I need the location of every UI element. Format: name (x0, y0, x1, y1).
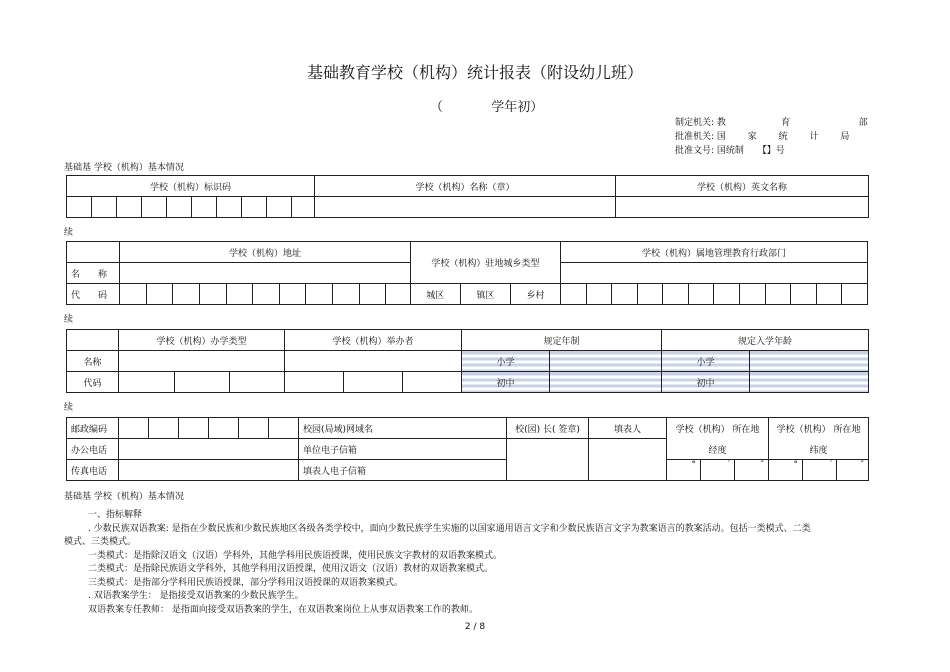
label-website: 校园(局域)网域名 (299, 418, 507, 439)
sponsor-code-digit[interactable] (403, 372, 462, 393)
label-postcode: 邮政编码 (67, 418, 119, 439)
meta-value: 家 (747, 132, 757, 142)
id-code-digit[interactable] (242, 197, 267, 218)
id-code-digit[interactable] (217, 197, 242, 218)
address-code-digit[interactable] (253, 284, 280, 305)
header-urban-type: 学校（机构）驻地城乡类型 (410, 242, 560, 284)
address-code-digit[interactable] (146, 284, 173, 305)
address-code-digit[interactable] (173, 284, 200, 305)
address-table (66, 241, 868, 305)
note-line: 一类模式：是指除汉语文（汉语）学科外，其他学科用民族语授课，使用民族文字教材的双语教案模式。 (88, 551, 503, 561)
school-type-code-digit[interactable] (175, 372, 230, 393)
meta-value: 统 (778, 132, 788, 142)
address-code-digit[interactable] (386, 284, 411, 305)
postcode-digit[interactable] (239, 418, 269, 439)
meta-value: 计 (809, 132, 819, 142)
label-part: 名 (71, 269, 81, 280)
english-name-field[interactable] (616, 197, 869, 218)
header-entry-age: 规定入学年龄 (662, 330, 869, 351)
meta-value: 育 (781, 118, 791, 128)
meta-label: 批准机关: (675, 132, 715, 142)
postcode-digit[interactable] (179, 418, 209, 439)
meta-value: 教 (716, 118, 726, 128)
fax-field[interactable] (119, 460, 299, 481)
school-name-field[interactable] (315, 197, 616, 218)
sponsor-code-digit[interactable] (285, 372, 344, 393)
admin-code-digit[interactable] (740, 284, 766, 305)
id-code-digit[interactable] (67, 197, 92, 218)
filler-name-field[interactable] (589, 439, 667, 481)
longitude-title: 学校（机构） 所在地 (675, 424, 760, 435)
school-type-code-digit[interactable] (230, 372, 285, 393)
meta-value: 部 (858, 118, 868, 128)
admin-code-digit[interactable] (791, 284, 817, 305)
address-code-digit[interactable] (359, 284, 386, 305)
continued-label: 续 (64, 315, 74, 325)
section-heading: 基础基 学校（机构）基本情况 (64, 492, 184, 502)
longitude-unit: 经度 (708, 445, 727, 456)
page-number: 2 / 8 (464, 622, 486, 632)
note-line: 三类模式：是指部分学科用民族语授课，部分学科用汉语授课的双语教案模式。 (88, 578, 404, 588)
postcode-digit[interactable] (269, 418, 299, 439)
label-office-phone: 办公电话 (67, 439, 119, 460)
header-id-code: 学校（机构）标识码 (67, 176, 315, 197)
latitude-minute[interactable]: ′ (803, 460, 837, 481)
admin-code-digit[interactable] (842, 284, 868, 305)
continued-label: 续 (64, 403, 74, 413)
sponsor-name-field[interactable] (285, 351, 462, 372)
label-part: 称 (98, 269, 108, 280)
junior-age-field[interactable] (750, 372, 869, 393)
longitude-degree[interactable]: ° (667, 460, 701, 481)
meta-line-3 (675, 143, 785, 156)
postcode-digit[interactable] (209, 418, 239, 439)
primary-years-field[interactable] (550, 351, 662, 372)
label-filler: 填表人 (589, 418, 667, 439)
note-line: 双语教案专任教师： 是指面向接受双语教案的学生，在双语教案岗位上从事双语教案工作的教师。 (88, 605, 478, 615)
header-school-name: 学校（机构）名称（章） (315, 176, 616, 197)
notes-heading: 一、指标解释 (88, 510, 143, 520)
school-type-code-digit[interactable] (119, 372, 175, 393)
admin-code-digit[interactable] (586, 284, 612, 305)
id-code-digit[interactable] (117, 197, 142, 218)
address-code-digit[interactable] (120, 284, 147, 305)
id-code-digit[interactable] (92, 197, 117, 218)
junior-years-field[interactable] (550, 372, 662, 393)
row-label-name: 名称 (67, 351, 119, 372)
header-school-type: 学校（机构）办学类型 (119, 330, 285, 351)
header-years: 规定年制 (462, 330, 662, 351)
id-code-digit[interactable] (267, 197, 292, 218)
meta-line-1 (675, 115, 868, 128)
option-town[interactable]: 镇区 (460, 284, 510, 305)
address-code-digit[interactable] (332, 284, 359, 305)
address-code-digit[interactable] (199, 284, 226, 305)
identity-table (66, 175, 869, 218)
option-village[interactable]: 乡村 (510, 284, 560, 305)
label-filler-email: 填表人电子信箱 (299, 460, 507, 481)
subtitle-open-paren: （ (430, 100, 444, 115)
admin-code-digit[interactable] (561, 284, 587, 305)
id-code-digit[interactable] (192, 197, 217, 218)
header-sponsor: 学校（机构）举办者 (285, 330, 462, 351)
latitude-title: 学校（机构） 所在地 (776, 424, 861, 435)
admin-code-digit[interactable] (663, 284, 689, 305)
id-code-digit[interactable] (292, 197, 315, 218)
admin-code-digit[interactable] (637, 284, 663, 305)
meta-value: 局 (840, 132, 850, 142)
school-type-table (66, 329, 869, 393)
meta-value: 国 (716, 132, 726, 142)
meta-value: 国统制 (716, 146, 744, 156)
header-english-name: 学校（机构）英文名称 (616, 176, 869, 197)
note-line: . 双语教案学生： 是指接受双语教案的少数民族学生。 (88, 591, 304, 601)
label-primary: 小学 (462, 351, 550, 372)
postcode-digit[interactable] (119, 418, 149, 439)
meta-label: 批准文号: (675, 146, 715, 156)
admin-code-digit[interactable] (688, 284, 714, 305)
primary-age-field[interactable] (750, 351, 869, 372)
label-primary: 小学 (662, 351, 750, 372)
admin-code-digit[interactable] (612, 284, 638, 305)
note-line: 二类模式：是指除民族语文学科外，其他学科用汉语授课，使用汉语文（汉语）教材的双语教案模式。 (88, 564, 494, 574)
label-part: 代 (71, 290, 81, 301)
meta-value: 【】号 (757, 146, 785, 156)
principal-signature-field[interactable] (507, 439, 589, 481)
label-principal: 校(园) 长( 签章) (507, 418, 589, 439)
note-line: 模式、三类模式。 (64, 537, 137, 547)
latitude-second[interactable]: ″ (837, 460, 869, 481)
longitude-second[interactable]: ″ (735, 460, 769, 481)
office-phone-field[interactable] (119, 439, 299, 460)
contact-table (66, 417, 869, 481)
section-heading: 基础基 学校（机构）基本情况 (64, 163, 184, 173)
admin-code-digit[interactable] (765, 284, 791, 305)
label-unit-email: 单位电子信箱 (299, 439, 507, 460)
label-junior: 初中 (662, 372, 750, 393)
label-part: 码 (98, 290, 108, 301)
row-label-code: 代码 (67, 372, 119, 393)
header-admin-dept: 学校（机构）属地管理教育行政部门 (561, 242, 868, 263)
address-code-digit[interactable] (226, 284, 253, 305)
note-line: . 少数民族双语教案: 是指在少数民族和少数民族地区各级各类学校中，面向少数民族学生实施的以国家通用语言文字和少数民族语言文字为教案语言的教案活动。包括一类模式、二类 (88, 524, 811, 534)
school-type-name-field[interactable] (119, 351, 285, 372)
label-junior: 初中 (462, 372, 550, 393)
report-title: 基础教育学校（机构）统计报表（附设幼儿班） (306, 63, 643, 82)
meta-line-2 (675, 129, 860, 142)
id-code-digit[interactable] (142, 197, 167, 218)
sponsor-code-digit[interactable] (344, 372, 403, 393)
continued-label: 续 (64, 228, 74, 238)
label-fax: 传真电话 (67, 460, 119, 481)
option-district[interactable]: 城区 (410, 284, 460, 305)
meta-label: 制定机关: (675, 118, 715, 128)
header-latitude (769, 418, 869, 460)
longitude-minute[interactable]: ′ (701, 460, 735, 481)
latitude-unit: 纬度 (809, 445, 828, 456)
admin-dept-name-field[interactable] (561, 263, 868, 284)
report-subtitle (430, 96, 543, 115)
address-name-field[interactable] (120, 263, 411, 284)
header-longitude (667, 418, 769, 460)
address-code-digit[interactable] (306, 284, 333, 305)
admin-code-digit[interactable] (714, 284, 740, 305)
address-code-digit[interactable] (279, 284, 306, 305)
postcode-digit[interactable] (149, 418, 179, 439)
row-label-code (67, 284, 120, 305)
row-label-name (67, 263, 120, 284)
id-code-digit[interactable] (167, 197, 192, 218)
header-address: 学校（机构）地址 (120, 242, 411, 263)
latitude-degree[interactable]: ° (769, 460, 803, 481)
admin-code-digit[interactable] (816, 284, 842, 305)
subtitle-text: 学年初） (491, 100, 544, 115)
